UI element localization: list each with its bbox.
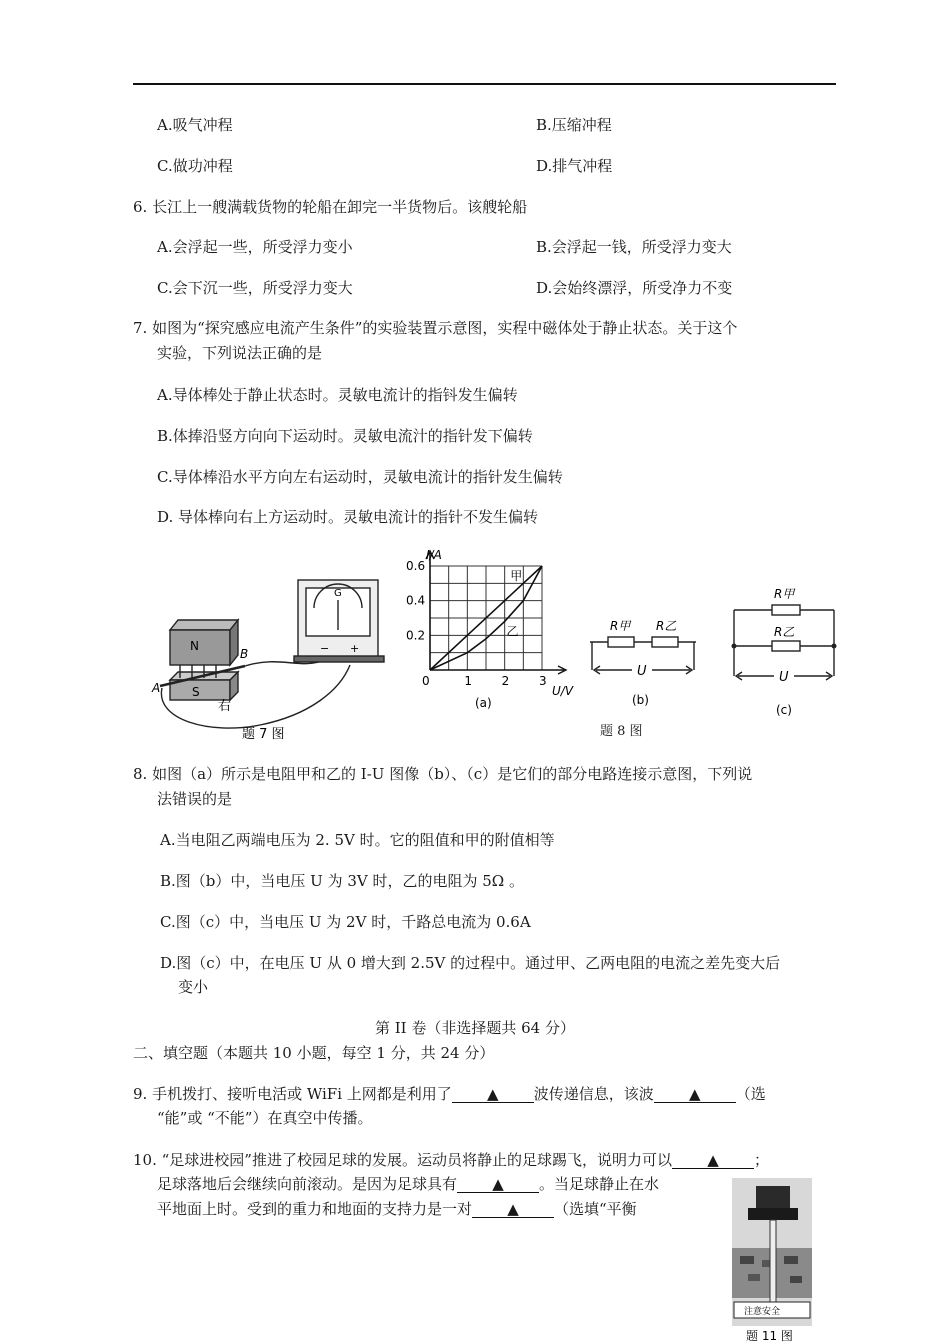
q7-stem-line2: 实验，下列说法正确的是 <box>157 344 323 362</box>
q10-answer-blank-1[interactable]: ▲ <box>672 1152 754 1169</box>
q6-option-a: A.会浮起一些，所受浮力变小 <box>157 238 353 256</box>
y-axis-label: I/A <box>426 548 442 562</box>
figure-8a-caption: (a) <box>475 696 492 710</box>
q10-answer-blank-2[interactable]: ▲ <box>457 1176 539 1193</box>
q9-line1 <box>133 1084 766 1104</box>
q7-option-a: A.导体棒处于静止状态时。灵敏电流计的指钭发生偏转 <box>157 386 518 404</box>
q6-option-c: C.会下沉一些，所受浮力变大 <box>157 279 353 297</box>
figure-8a-iu-chart <box>400 545 590 715</box>
figure-8b-caption: (b) <box>632 693 649 707</box>
y-tick-label: 0.4 <box>406 593 426 608</box>
figure-7-caption: 题 7 图 <box>242 727 285 742</box>
q10-text-2-end: 。当足球静止在水 <box>539 1175 660 1193</box>
figure-11-caption: 题 11 图 <box>746 1329 793 1343</box>
q10-line1 <box>133 1150 769 1170</box>
rod-end-a-label: A <box>152 681 161 695</box>
q10-text-3-end: （选填“平衡 <box>554 1200 637 1218</box>
series-label-1: 甲 <box>510 568 523 583</box>
figure-8c-caption: (c) <box>776 703 792 717</box>
r-yi-label: R乙 <box>656 619 677 633</box>
q6-option-b: B.会浮起一钱，所受浮力变大 <box>536 238 732 256</box>
q8-stem-line1: 8. 如图（a）所示是电阻甲和乙的 I-U 图像（b）、（c）是它们的部分电路连接示意图，下列说 <box>133 765 753 783</box>
q9-text-3: （选 <box>735 1085 766 1103</box>
figure-8c-parallel-circuit <box>728 580 840 722</box>
q9-text-1: 9. 手机拨打、接听电活或 WiFi 上网都是利用了 <box>133 1085 452 1103</box>
header-rule <box>133 83 836 85</box>
galvanometer-g-label: G <box>334 588 342 599</box>
r-jia-label: R甲 <box>610 619 631 633</box>
terminal-plus-label: + <box>350 642 360 655</box>
q9-answer-blank-2[interactable]: ▲ <box>654 1086 736 1103</box>
magnet-south-label: S <box>192 685 200 699</box>
x-tick-label: 1 <box>464 674 472 688</box>
q8-option-c: C.图（c）中，当电压 U 为 2V 时，千路总电流为 0.6A <box>160 913 531 931</box>
q8-option-a: A.当电阻乙两端电压为 2. 5V 时。它的阻值和甲的附值相等 <box>160 831 555 849</box>
figure-7 <box>150 560 390 750</box>
q8-option-b: B.图（b）中，当电压 U 为 3V 时，乙的电阻为 5Ω 。 <box>160 872 525 890</box>
magnet-north-label: N <box>190 639 199 653</box>
q5-option-a: A.吸气冲程 <box>157 116 233 134</box>
r-yi-label: R乙 <box>774 625 795 639</box>
q10-text-2: 足球落地后会继续向前滚动。是因为足球具有 <box>157 1175 458 1193</box>
part-2-heading: 二、填空题（本题共 10 小题，每空 1 分，共 24 分） <box>133 1044 495 1062</box>
q10-text-1-end: ； <box>753 1151 769 1169</box>
q6-stem: 6. 长江上一艘满载货物的轮船在卸完一半货物后。该艘轮船 <box>133 198 528 216</box>
rod-end-b-label: B <box>240 647 249 661</box>
q10-text-1: 10. “足球进校园”推进了校园足球的发展。运动员将静止的足球踢飞，说明力可以 <box>133 1151 672 1169</box>
series-label-2: 乙 <box>506 624 519 639</box>
q10-line2 <box>157 1174 659 1194</box>
q7-option-d: D. 导体棒向右上方运动时。灵敏电流计的指针不发生偏转 <box>157 508 539 526</box>
x-tick-label: 2 <box>501 674 510 688</box>
safety-sign-text: 注意安全 <box>744 1307 781 1317</box>
y-tick-label: 0.2 <box>406 628 426 643</box>
q8-stem-line2: 法错误的是 <box>157 790 233 808</box>
q9-text-2: 波传递信息，该波 <box>533 1085 654 1103</box>
q10-line3 <box>157 1199 637 1219</box>
q10-answer-blank-3[interactable]: ▲ <box>472 1201 554 1218</box>
figure-8-caption: 题 8 图 <box>600 724 643 739</box>
figure-8b-series-circuit <box>590 612 700 712</box>
q9-answer-blank-1[interactable]: ▲ <box>452 1086 534 1103</box>
x-tick-label: 3 <box>539 674 547 688</box>
q7-option-b: B.体捧沿竖方向向下运动时。灵敏电流汁的指针发下偏转 <box>157 427 533 445</box>
q10-text-3: 平地面上时。受到的重力和地面的支持力是一对 <box>157 1200 473 1218</box>
section-2-title: 第 II 卷（非选择题共 64 分） <box>374 1019 575 1037</box>
x-axis-label: U/V <box>552 684 574 698</box>
figure-11-photo <box>732 1178 822 1344</box>
q8-option-d-line1: D.图（c）中，在电压 U 从 0 增大到 2.5V 的过程中。通过甲、乙两电阻的电流之差先变大后 <box>160 954 781 972</box>
voltage-u-label: U <box>637 664 647 679</box>
terminal-minus-label: − <box>320 642 330 655</box>
q9-line2: “能”或 “不能”）在真空中传播。 <box>157 1109 373 1127</box>
x-tick-label: 0 <box>422 674 430 688</box>
q5-option-d: D.排气冲程 <box>536 157 613 175</box>
q5-option-c: C.做功冲程 <box>157 157 233 175</box>
y-tick-label: 0.6 <box>406 559 426 573</box>
q6-option-d: D.会始终漂浮，所受净力不变 <box>536 279 733 297</box>
direction-right-label: 右 <box>218 699 232 714</box>
q5-option-b: B.压缩冲程 <box>536 116 612 134</box>
r-jia-label: R甲 <box>774 587 795 601</box>
voltage-u-label: U <box>779 670 789 685</box>
q7-option-c: C.导体棒沿水平方向左右运动时，灵敏电流计的指针发生偏转 <box>157 468 563 486</box>
q7-stem-line1: 7. 如图为“探究感应电流产生条件”的实验装置示意图，实程中磁体处于静止状态。关于这个 <box>133 319 738 337</box>
q8-option-d-line2: 变小 <box>178 978 209 996</box>
